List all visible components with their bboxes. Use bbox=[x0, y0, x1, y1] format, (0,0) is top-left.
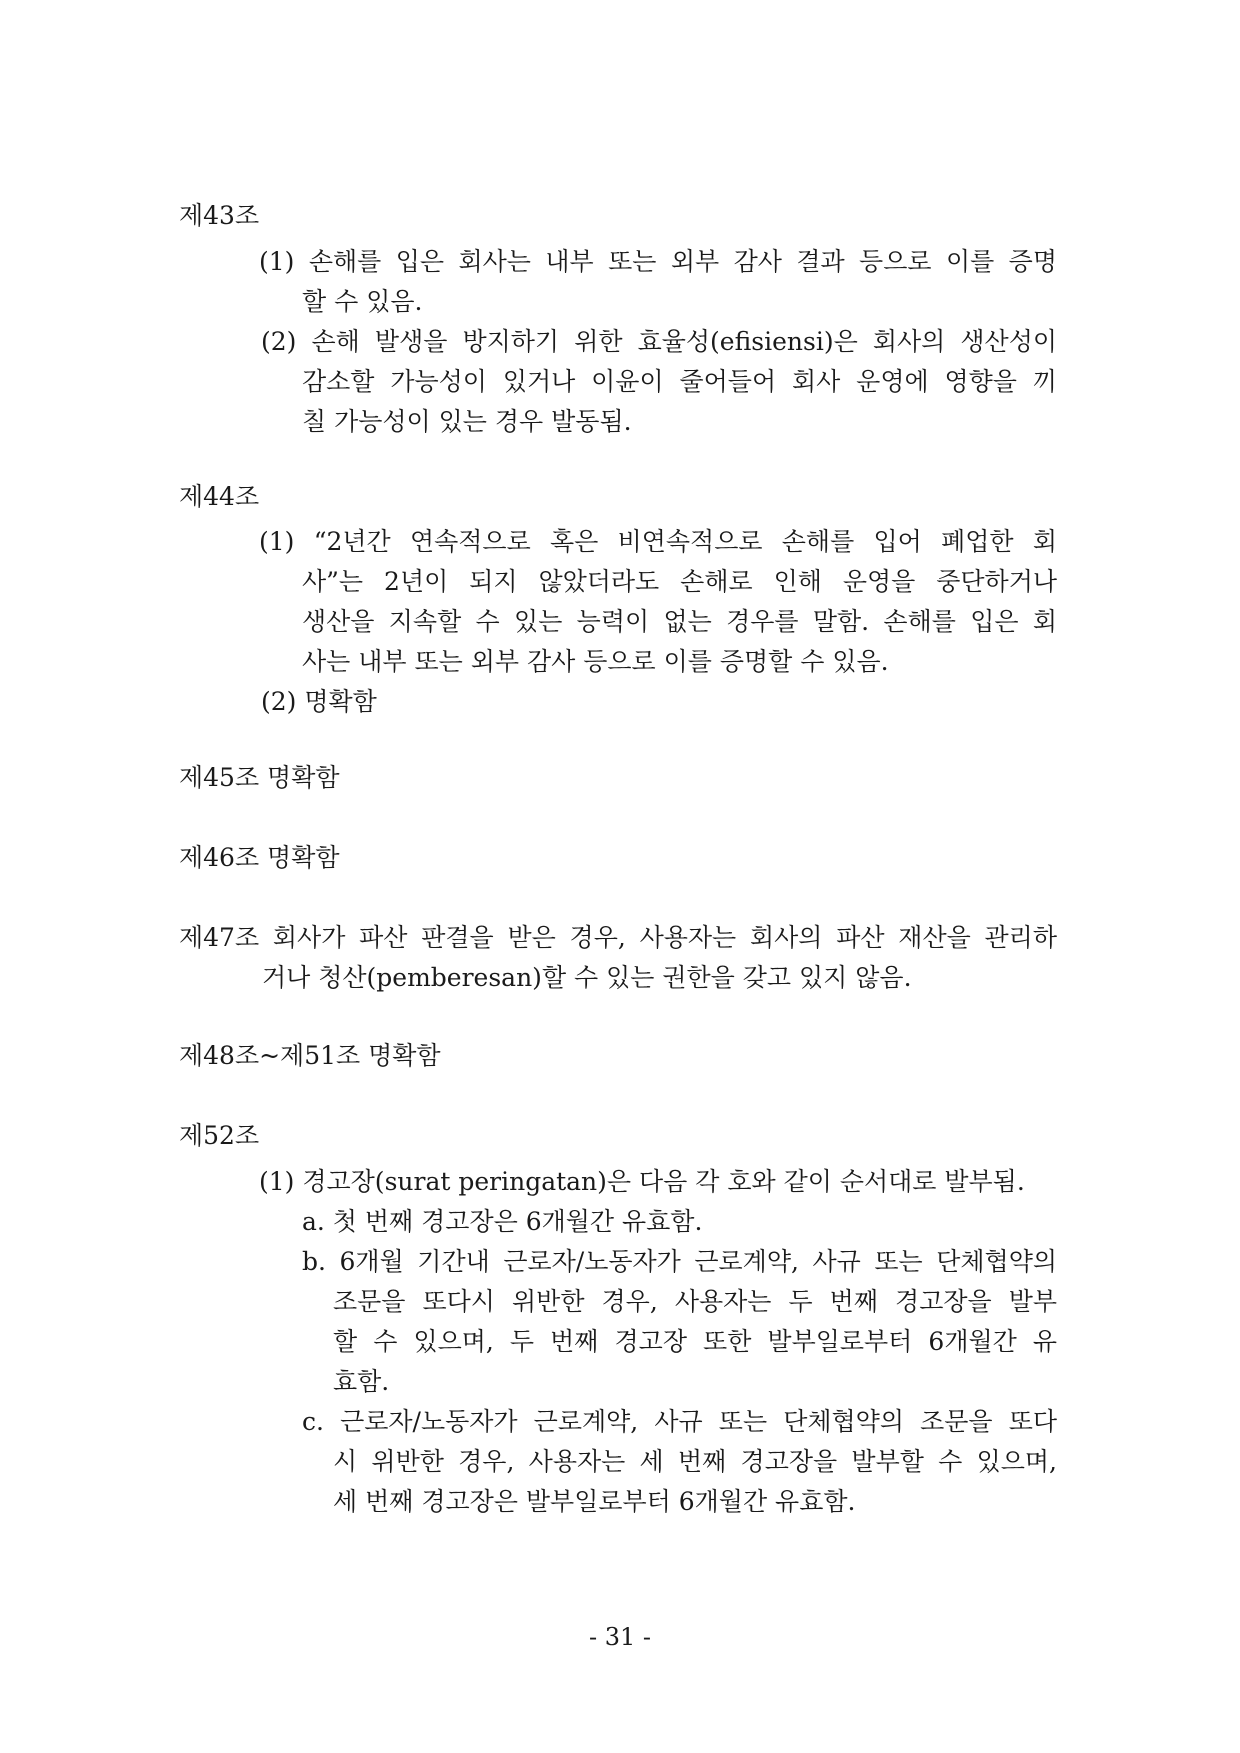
article-43-clause-2-line-1: (2) 손해 발생을 방지하기 위한 효율성(efisiensi)은 회사의 생산성이 bbox=[261, 327, 1057, 356]
article-43-clause-2-line-3: 칠 가능성이 있는 경우 발동됨. bbox=[302, 407, 632, 436]
article-44-heading: 제44조 bbox=[179, 482, 260, 511]
article-47-line-2: 거나 청산(pemberesan)할 수 있는 권한을 갖고 있지 않음. bbox=[262, 963, 912, 992]
article-52-item-b-line-1: b. 6개월 기간내 근로자/노동자가 근로계약, 사규 또는 단체협약의 bbox=[302, 1247, 1057, 1276]
article-44-clause-2: (2) 명확함 bbox=[261, 687, 377, 716]
article-44-clause-1-line-1: (1) “2년간 연속적으로 혹은 비연속적으로 손해를 입어 폐업한 회 bbox=[259, 527, 1057, 556]
article-43-heading: 제43조 bbox=[179, 201, 260, 230]
article-52-heading: 제52조 bbox=[179, 1121, 260, 1150]
article-43-clause-1-line-2: 할 수 있음. bbox=[302, 287, 423, 316]
article-44-clause-1-line-3: 생산을 지속할 수 있는 능력이 없는 경우를 말함. 손해를 입은 회 bbox=[302, 607, 1057, 636]
article-52-item-c-line-3: 세 번째 경고장은 발부일로부터 6개월간 유효함. bbox=[333, 1487, 856, 1516]
page-number: - 31 - bbox=[588, 1623, 651, 1651]
article-47-line-1: 제47조 회사가 파산 판결을 받은 경우, 사용자는 회사의 파산 재산을 관리하 bbox=[179, 923, 1057, 952]
article-44-clause-1-line-2: 사”는 2년이 되지 않았더라도 손해로 인해 운영을 중단하거나 bbox=[302, 567, 1057, 596]
article-48-51: 제48조~제51조 명확함 bbox=[179, 1041, 441, 1070]
article-43-clause-1-line-1: (1) 손해를 입은 회사는 내부 또는 외부 감사 결과 등으로 이를 증명 bbox=[259, 247, 1057, 276]
article-52-clause-1: (1) 경고장(surat peringatan)은 다음 각 호와 같이 순서대로 발부됨. bbox=[259, 1167, 1025, 1196]
article-46: 제46조 명확함 bbox=[179, 843, 340, 872]
article-52-item-b-line-2: 조문을 또다시 위반한 경우, 사용자는 두 번째 경고장을 발부 bbox=[333, 1287, 1057, 1316]
article-52-item-b-line-4: 효함. bbox=[333, 1367, 390, 1396]
article-52-item-c-line-2: 시 위반한 경우, 사용자는 세 번째 경고장을 발부할 수 있으며, bbox=[333, 1447, 1057, 1476]
article-45: 제45조 명확함 bbox=[179, 763, 340, 792]
article-52-item-c-line-1: c. 근로자/노동자가 근로계약, 사규 또는 단체협약의 조문을 또다 bbox=[302, 1407, 1057, 1436]
article-52-item-a: a. 첫 번째 경고장은 6개월간 유효함. bbox=[302, 1207, 703, 1236]
article-44-clause-1-line-4: 사는 내부 또는 외부 감사 등으로 이를 증명할 수 있음. bbox=[302, 647, 889, 676]
article-43-clause-2-line-2: 감소할 가능성이 있거나 이윤이 줄어들어 회사 운영에 영향을 끼 bbox=[302, 367, 1057, 396]
article-52-item-b-line-3: 할 수 있으며, 두 번째 경고장 또한 발부일로부터 6개월간 유 bbox=[333, 1327, 1057, 1356]
